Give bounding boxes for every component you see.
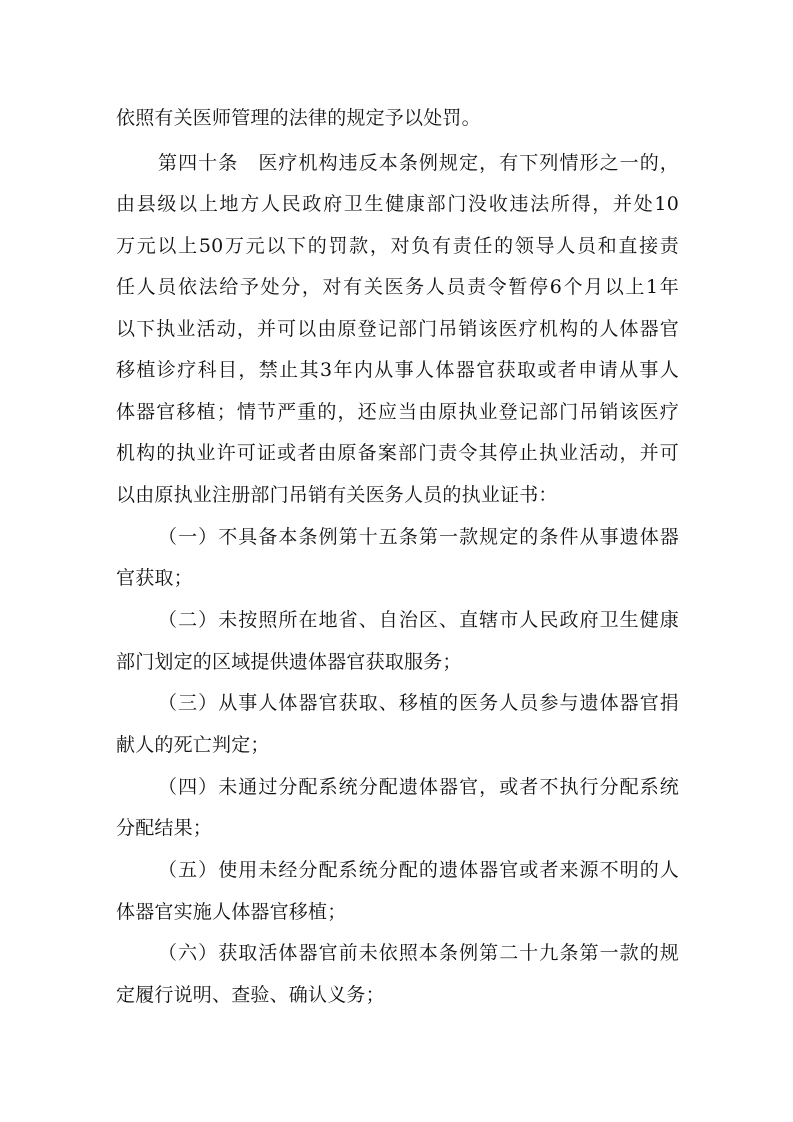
text-line: 移植诊疗科目，禁止其3年内从事人体器官获取或者申请从事人 [116,359,679,381]
text-line: 献人的死亡判定； [116,734,270,756]
text-line: 由县级以上地方人民政府卫生健康部门没收违法所得，并处10 [116,193,679,215]
text-line: 分配结果； [116,817,213,839]
text-line: 体器官实施人体器官移植； [116,901,347,923]
text-line: 定履行说明、查验、确认义务； [116,984,385,1006]
list-item-line: （三）从事人体器官获取、移植的医务人员参与遗体器官捐 [158,692,679,714]
text-line: 体器官移植；情节严重的，还应当由原执业登记部门吊销该医疗 [116,401,679,423]
text-line: 以下执业活动，并可以由原登记部门吊销该医疗机构的人体器官 [116,318,679,340]
list-item-line: （四）未通过分配系统分配遗体器官，或者不执行分配系统 [158,776,679,798]
text-line: 机构的执业许可证或者由原备案部门责令其停止执业活动，并可 [116,442,679,464]
list-item-line: （五）使用未经分配系统分配的遗体器官或者来源不明的人 [158,859,679,881]
text-line: 部门划定的区域提供遗体器官获取服务； [116,651,462,673]
text-line: 官获取； [116,567,193,589]
list-item-line: （二）未按照所在地省、自治区、直辖市人民政府卫生健康 [158,609,679,631]
list-item-line: （六）获取活体器官前未依照本条例第二十九条第一款的规 [158,942,679,964]
list-item-line: （一）不具备本条例第十五条第一款规定的条件从事遗体器 [158,526,679,548]
text-line: 任人员依法给予处分，对有关医务人员责令暂停6个月以上1年 [116,276,679,298]
article-heading-line: 第四十条 医疗机构违反本条例规定，有下列情形之一的， [158,152,679,174]
text-line: 依照有关医师管理的法律的规定予以处罚。 [116,107,481,129]
text-line: 以由原执业注册部门吊销有关医务人员的执业证书： [116,484,558,506]
text-line: 万元以上50万元以下的罚款，对负有责任的领导人员和直接责 [116,235,679,257]
